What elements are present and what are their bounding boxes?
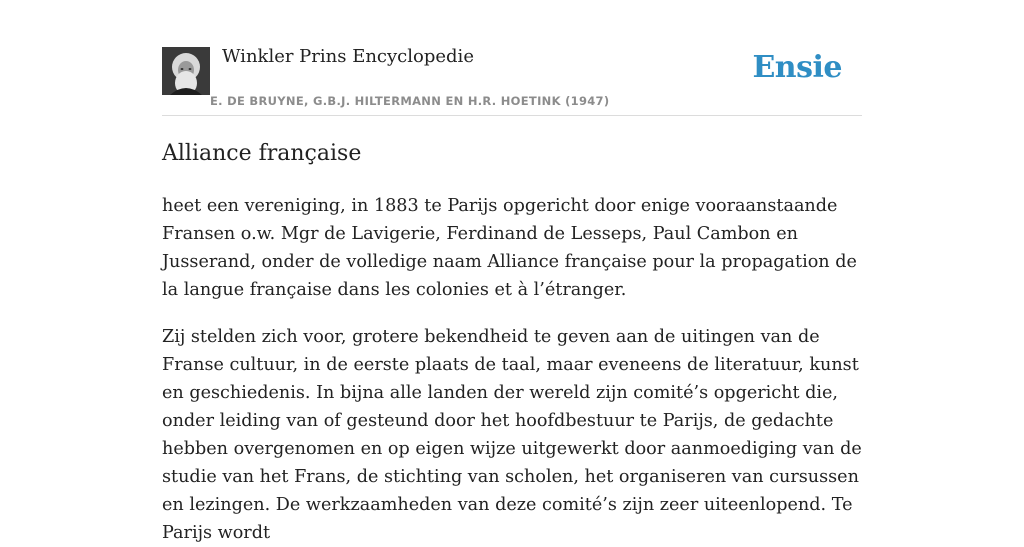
author-avatar[interactable] <box>162 47 210 95</box>
article <box>162 138 862 547</box>
authors-line: E. DE BRUYNE, G.B.J. HILTERMANN EN H.R. HOETINK (1947) <box>210 94 610 108</box>
site-title[interactable]: Winkler Prins Encyclopedie <box>222 46 474 67</box>
article-title: Alliance française <box>162 141 362 166</box>
site-header <box>162 0 862 116</box>
brand-logo[interactable]: Ensie <box>752 50 842 85</box>
article-paragraph: heet een vereniging, in 1883 te Parijs opgericht door enige vooraanstaande Fransen o.w. Mgr de Lavigerie, Ferdinand de Lesseps, Paul Cambon en Jusserand, onder de volledige naam Alliance française pour la propagation de la langue française dans les colonies et à l’étranger. <box>162 196 857 300</box>
portrait-image <box>162 47 210 95</box>
article-paragraph: Zij stelden zich voor, grotere bekendheid te geven aan de uitingen van de Franse cultuur, in de eerste plaats de taal, maar eveneens de literatuur, kunst en geschiedenis. In bijna alle landen der wereld zijn comité’s opgericht die, onder leiding van of gesteund door het hoofdbestuur te Parijs, de gedachte hebben overgenomen en op eigen wijze uitgewerkt door aanmoediging van de studie van het Frans, de stichting van scholen, het organiseren van cursussen en lezingen. De werkzaamheden van deze comité’s zijn zeer uiteenlopend. Te Parijs wordt <box>162 327 862 543</box>
